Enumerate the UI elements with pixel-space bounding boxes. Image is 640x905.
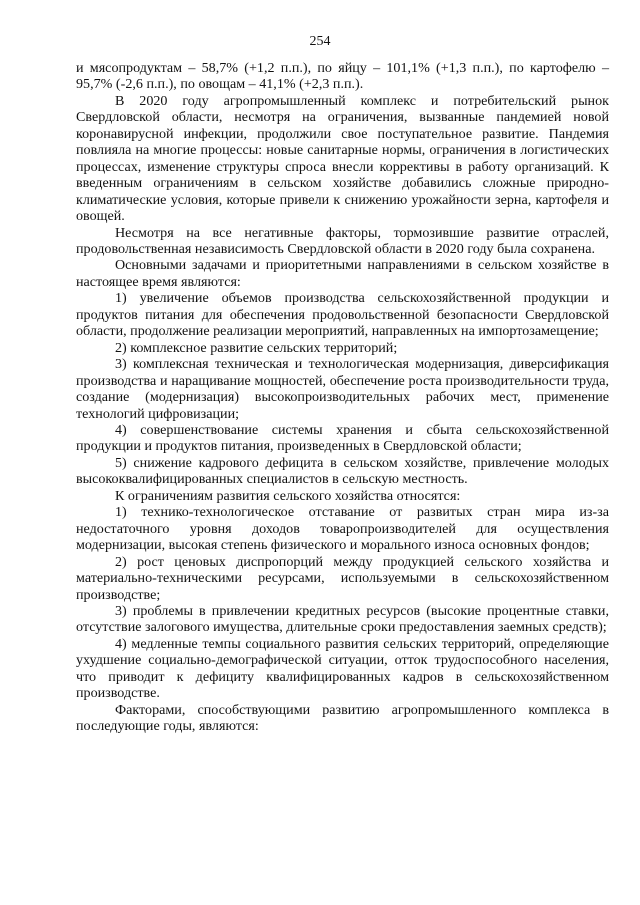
list-item: 2) комплексное развитие сельских территорий; [115,339,398,356]
paragraph: В 2020 году агропромышленный комплекс и потребительский рынок Свердловской области, несмотря на ограничения, вызванные пандемией новой коронавирусной инфекции, продолжили свое поступательное развитие. Пандемия повлияла на многие процессы: новые санитарные нормы, ограничения в логистических процессах, изменение структуры спроса внесли коррективы в работу организаций. К введенным ограничениям в сельском хозяйстве добавились сложные природно-климатические условия, которые привели к снижению урожайности зерна, картофеля и овощей. [76,92,609,225]
paragraph: Несмотря на все негативные факторы, тормозившие развитие отраслей, продовольственная независимость Свердловской области в 2020 году была сохранена. [76,224,609,257]
list-item: 3) проблемы в привлечении кредитных ресурсов (высокие процентные ставки, отсутствие залогового имущества, длительные сроки предоставления заемных средств); [76,602,609,636]
list-item: 3) комплексная техническая и технологическая модернизация, диверсификация производства и наращивание мощностей, обеспечение роста производительности труда, создание (модернизация) высокопроизводительных рабочих мест, применение технологий цифровизации; [76,356,609,422]
list-item: 4) медленные темпы социального развития сельских территорий, определяющие ухудшение социально-демографической ситуации, отток трудоспособного населения, что приводит к дефициту квалифицированных кадров в сельскохозяйственном производстве. [76,635,609,702]
list-item: 1) технико-технологическое отставание от развитых стран мира из-за недостаточного уровня доходов товаропроизводителей для осуществления модернизации, высокая степень физического и морального износа основных фондов; [76,504,609,554]
paragraph: и мясопродуктам – 58,7% (+1,2 п.п.), по яйцу – 101,1% (+1,3 п.п.), по картофелю – 95,7% (-2,6 п.п.), по овощам – 41,1% (+2,3 п.п.). [76,60,609,93]
paragraph: К ограничениям развития сельского хозяйства относятся: [115,487,461,504]
list-item: 2) рост ценовых диспропорций между продукцией сельского хозяйства и материально-техническими ресурсами, используемыми в сельскохозяйственном производстве; [76,553,609,603]
list-item: 1) увеличение объемов производства сельскохозяйственной продукции и продуктов питания для обеспечения продовольственной безопасности Свердловской области, продолжение реализации мероприятий, направленных на импортозамещение; [76,290,609,340]
list-item: 5) снижение кадрового дефицита в сельском хозяйстве, привлечение молодых высококвалифицированных специалистов в сельскую местность. [76,454,609,488]
paragraph: Факторами, способствующими развитию агропромышленного комплекса в последующие годы, являются: [76,701,609,735]
page-number: 254 [309,34,331,49]
paragraph: Основными задачами и приоритетными направлениями в сельском хозяйстве в настоящее время являются: [76,257,609,290]
document-body [76,60,609,735]
list-item: 4) совершенствование системы хранения и сбыта сельскохозяйственной продукции и продуктов питания, произведенных в Свердловской области; [76,421,609,455]
